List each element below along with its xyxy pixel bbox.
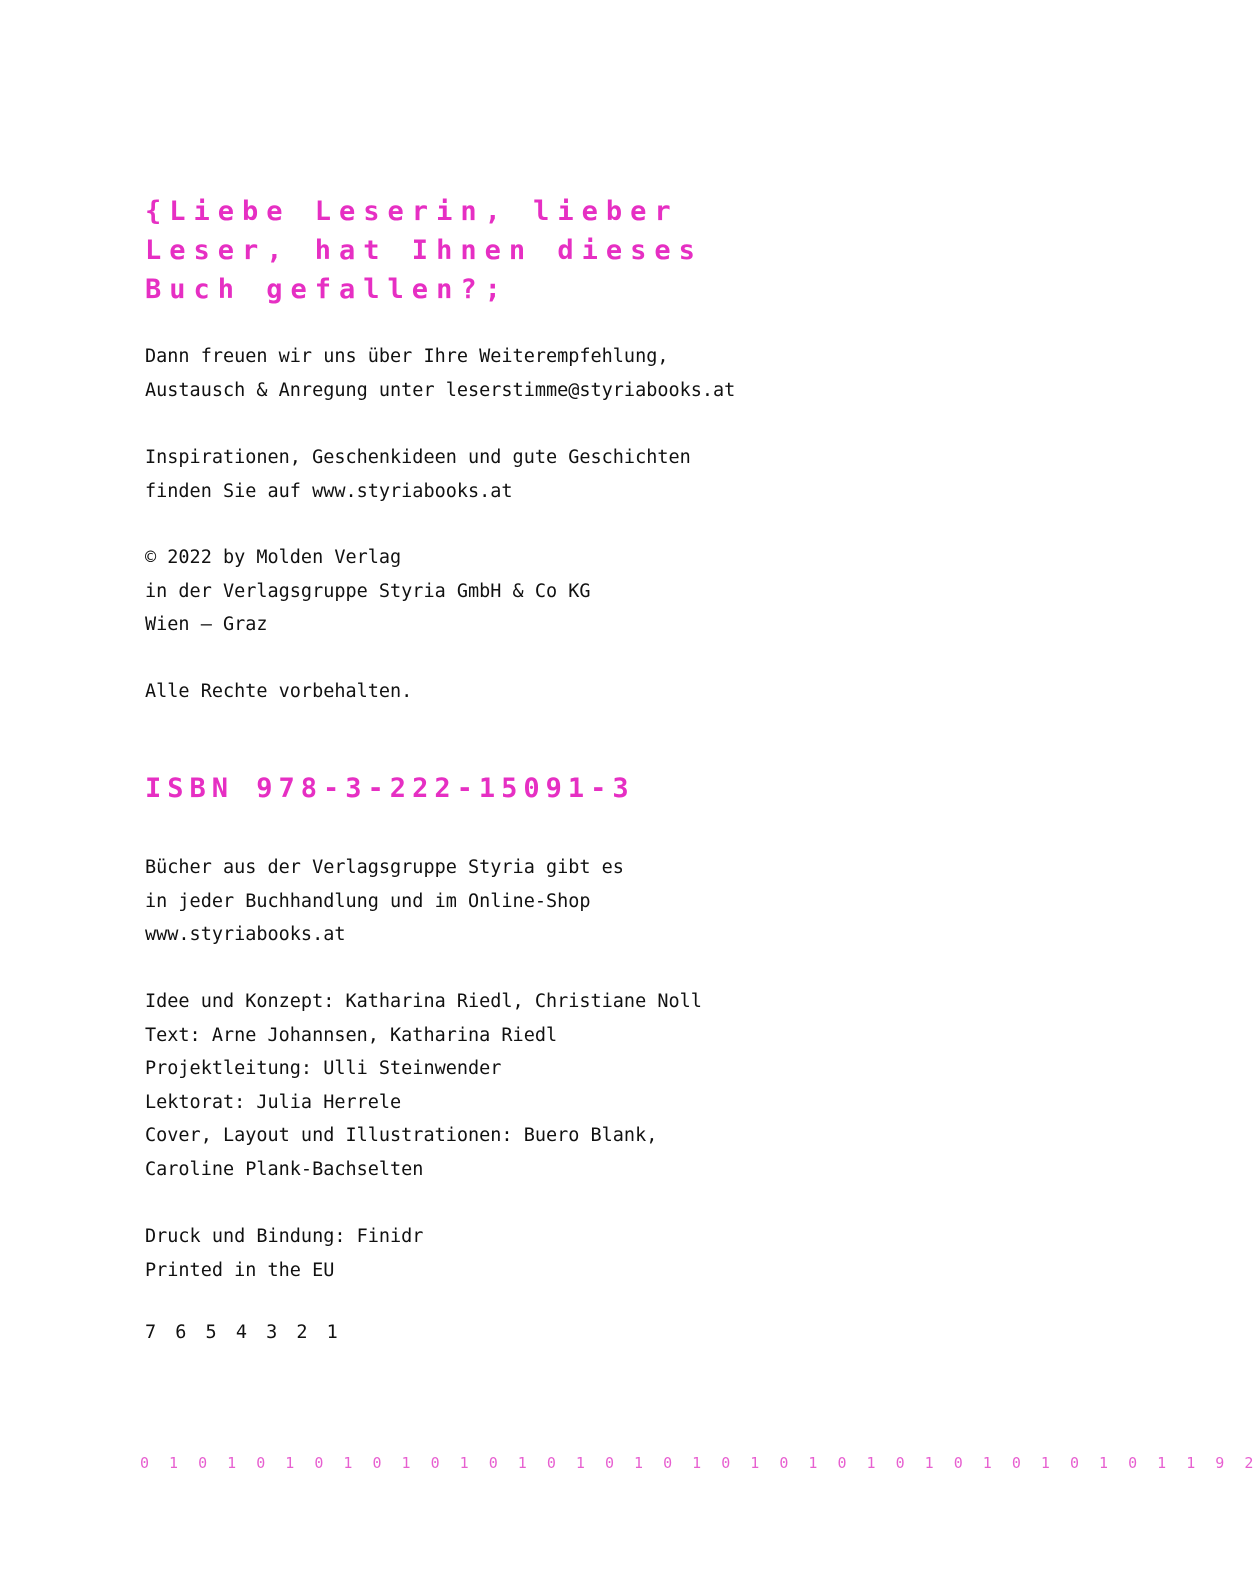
credits-line-2: Text: Arne Johannsen, Katharina Riedl	[145, 1024, 558, 1046]
shops-line-3: www.styriabooks.at	[145, 924, 346, 945]
credits-line-6: Caroline Plank-Bachselten	[145, 1158, 424, 1180]
print-line-1: Druck und Bindung: Finidr	[145, 1226, 424, 1247]
credits-line-1: Idee und Konzept: Katharina Riedl, Christiane Noll	[145, 991, 702, 1012]
credits-line-3: Projektleitung: Ulli Steinwender	[145, 1058, 502, 1079]
print-line-2: Printed in the EU	[145, 1259, 335, 1281]
heading-line-3: Buch gefallen?;	[145, 274, 509, 305]
credits-line-4: Lektorat: Julia Herrele	[145, 1091, 402, 1113]
copyright-line-1: © 2022 by Molden Verlag	[145, 547, 402, 568]
feedback-line-1: Dann freuen wir uns über Ihre Weiterempfehlung,	[145, 346, 669, 367]
copyright-paragraph	[145, 541, 591, 642]
shops-line-2: in jeder Buchhandlung und im Online-Shop	[145, 890, 591, 912]
print-paragraph	[145, 1220, 423, 1287]
printing-numbers: 7 6 5 4 3 2 1	[145, 1322, 342, 1343]
inspiration-paragraph	[145, 441, 691, 508]
shops-line-1: Bücher aus der Verlagsgruppe Styria gibt es	[145, 857, 624, 878]
heading-line-2: Leser, hat Ihnen dieses	[145, 235, 703, 266]
isbn-number: ISBN 978-3-222-15091-3	[145, 773, 635, 804]
heading-line-1: {Liebe Leserin, lieber	[145, 196, 679, 227]
rights-line: Alle Rechte vorbehalten.	[145, 681, 413, 702]
rights-paragraph	[145, 675, 412, 709]
copyright-line-2: in der Verlagsgruppe Styria GmbH & Co KG	[145, 580, 591, 602]
shops-paragraph	[145, 851, 624, 952]
page-code: 0 1 0 1 0 1 0 1 0 1 0 1 0 1 0 1 0 1 0 1 0 1 0 1 0 1 0 1 0 1 0 1 0 1 0 1 1 9 2	[140, 1454, 1259, 1472]
inspiration-line-2: finden Sie auf www.styriabooks.at	[145, 480, 513, 502]
inspiration-line-1: Inspirationen, Geschenkideen und gute Geschichten	[145, 447, 691, 468]
page-heading	[145, 192, 845, 309]
credits-line-5: Cover, Layout und Illustrationen: Buero Blank,	[145, 1125, 658, 1146]
feedback-line-2: Austausch & Anregung unter leserstimme@styriabooks.at	[145, 379, 736, 401]
credits-paragraph	[145, 985, 702, 1186]
feedback-paragraph	[145, 340, 735, 407]
copyright-line-3: Wien – Graz	[145, 614, 268, 635]
